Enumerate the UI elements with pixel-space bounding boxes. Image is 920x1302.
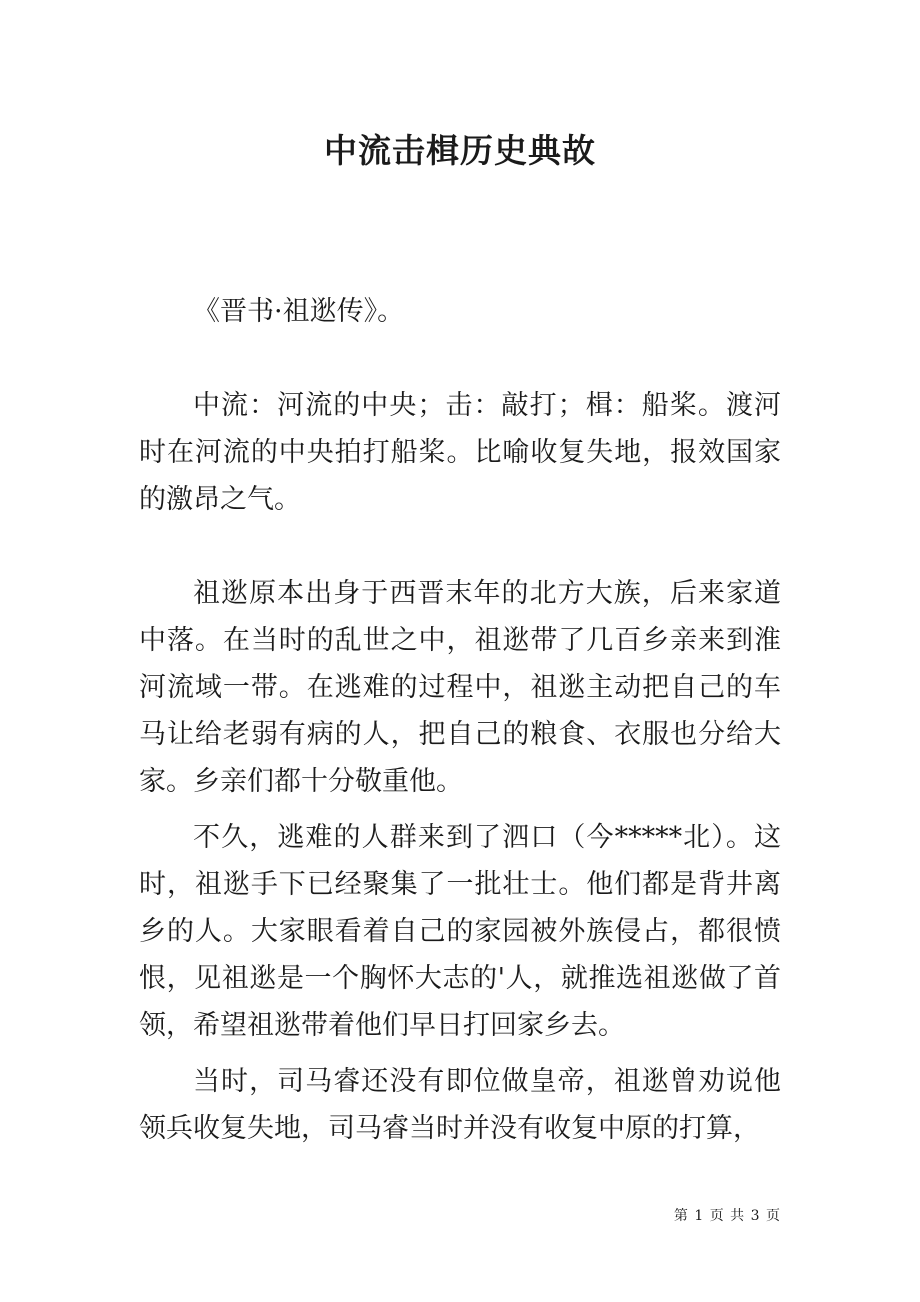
page-number: 第 1 页 共 3 页 [673,1208,781,1224]
paragraph-story-1: 祖逖原本出身于西晋末年的北方大族，后来家道中落。在当时的乱世之中，祖逖带了几百乡亲来到淮河流域一带。在逃难的过程中，祖逖主动把自己的车马让给老弱有病的人，把自己的粮食、衣服也分给大家。乡亲们都十分敬重他。 [139,578,781,797]
paragraph-definition: 中流：河流的中央；击：敲打；楫：船桨。渡河时在河流的中央拍打船桨。比喻收复失地，报效国家的激昂之气。 [139,390,781,515]
paragraph-source: 《晋书·祖逖传》。 [193,296,405,327]
paragraph-story-2: 不久，逃难的人群来到了泗口（今*****北）。这时，祖逖手下已经聚集了一批壮士。他们都是背井离乡的人。大家眼看着自己的家园被外族侵占，都很愤恨，见祖逖是一个胸怀大志的'人，就推选祖逖做了首领，希望祖逖带着他们早日打回家乡去。 [139,822,781,1041]
page-title: 中流击楫历史典故 [324,131,596,170]
paragraph-story-3: 当时，司马睿还没有即位做皇帝，祖逖曾劝说他领兵收复失地，司马睿当时并没有收复中原的打算， [139,1066,781,1144]
